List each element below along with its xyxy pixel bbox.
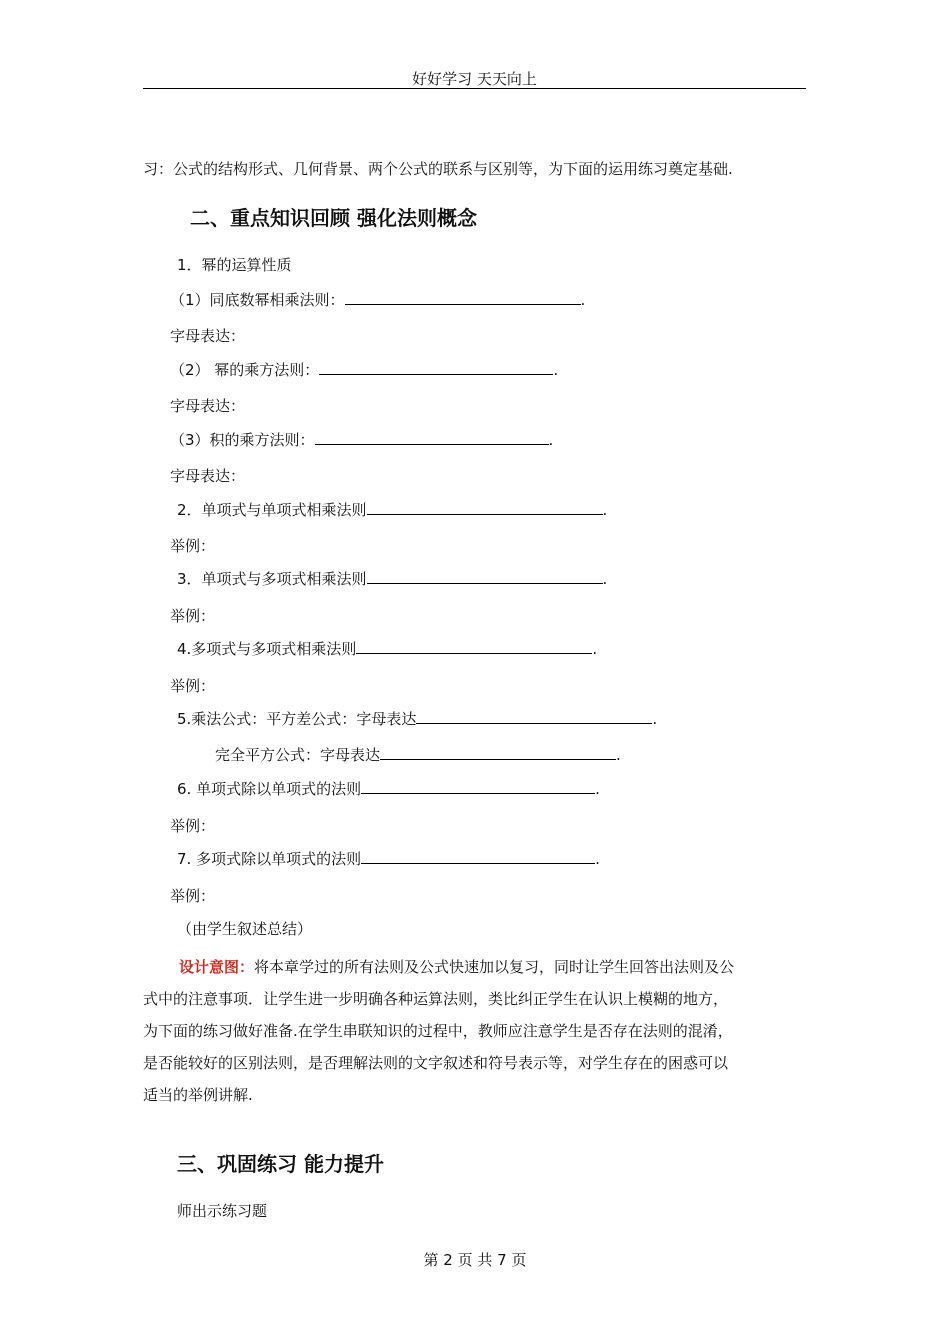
item-1a-label: （1）同底数幂相乘法则： <box>170 291 345 309</box>
item-5-label: 5.乘法公式：平方差公式：字母表达 <box>177 710 417 728</box>
item-1c-label: （3）积的乘方法则： <box>170 431 315 449</box>
summary-note: （由学生叙述总结） <box>177 920 313 938</box>
item-1a-row <box>170 289 585 310</box>
item-5b-label: 完全平方公式：字母表达 <box>215 746 381 764</box>
item-1-title: 1．幂的运算性质 <box>177 256 292 274</box>
letter-expression-label: 字母表达： <box>170 327 246 345</box>
period: . <box>592 640 598 658</box>
period: . <box>553 361 559 379</box>
item-1b-label: （2） 幂的乘方法则： <box>170 361 320 379</box>
page-footer: 第 2 页 共 7 页 <box>423 1251 527 1269</box>
letter-expression-label: 字母表达： <box>170 467 246 485</box>
answer-blank[interactable] <box>416 709 652 724</box>
item-4-row <box>177 638 597 659</box>
example-label: 举例： <box>170 607 216 625</box>
period: . <box>580 291 586 309</box>
period: . <box>602 570 608 588</box>
design-intent-line-4: 是否能较好的区别法则，是否理解法则的文字叙述和符号表示等，对学生存在的困惑可以 <box>143 1054 729 1072</box>
item-6-label: 6. 单项式除以单项式的法则 <box>177 780 362 798</box>
design-intent-line-3: 为下面的练习做好准备.在学生串联知识的过程中，教师应注意学生是否存在法则的混淆， <box>143 1022 733 1040</box>
example-label: 举例： <box>170 887 216 905</box>
item-5-row <box>177 708 657 729</box>
item-7-label: 7. 多项式除以单项式的法则 <box>177 850 362 868</box>
item-6-row <box>177 778 600 799</box>
answer-blank[interactable] <box>380 745 616 760</box>
answer-blank[interactable] <box>361 779 595 794</box>
answer-blank[interactable] <box>345 290 581 305</box>
teacher-exercise-line: 师出示练习题 <box>177 1202 268 1220</box>
design-intent-paragraph <box>143 951 806 1111</box>
answer-blank[interactable] <box>367 500 603 515</box>
design-intent-label: 设计意图： <box>179 958 255 976</box>
item-1c-row <box>170 429 553 450</box>
item-2-label: 2．单项式与单项式相乘法则 <box>177 501 367 519</box>
answer-blank[interactable] <box>356 639 592 654</box>
example-label: 举例： <box>170 677 216 695</box>
period: . <box>616 746 621 764</box>
section-2-title: 二、重点知识回顾 强化法则概念 <box>190 206 477 230</box>
item-4-label: 4.多项式与多项式相乘法则 <box>177 640 357 658</box>
section-3-title: 三、巩固练习 能力提升 <box>177 1152 384 1176</box>
answer-blank[interactable] <box>319 360 553 375</box>
answer-blank[interactable] <box>361 849 595 864</box>
page-header: 好好学习 天天向上 <box>412 70 537 88</box>
design-intent-line-5: 适当的举例讲解. <box>143 1086 253 1104</box>
intro-line: 习：公式的结构形式、几何背景、两个公式的联系与区别等，为下面的运用练习奠定基础. <box>143 160 733 178</box>
letter-expression-label: 字母表达： <box>170 397 246 415</box>
period: . <box>595 850 600 868</box>
item-5b-row <box>215 744 621 765</box>
period: . <box>652 710 658 728</box>
example-label: 举例： <box>170 817 216 835</box>
period: . <box>602 501 608 519</box>
item-3-label: 3．单项式与多项式相乘法则 <box>177 570 367 588</box>
answer-blank[interactable] <box>367 569 603 584</box>
item-2-row <box>177 499 607 520</box>
design-intent-text: 将本章学过的所有法则及公式快速加以复习，同时让学生回答出法则及公 <box>254 958 735 976</box>
example-label: 举例： <box>170 537 216 555</box>
period: . <box>548 431 554 449</box>
item-7-row <box>177 848 600 869</box>
header-rule <box>143 88 806 89</box>
design-intent-line-1 <box>143 951 806 983</box>
design-intent-line-2: 式中的注意事项．让学生进一步明确各种运算法则，类比纠正学生在认识上模糊的地方， <box>143 990 729 1008</box>
answer-blank[interactable] <box>315 430 549 445</box>
item-1b-row <box>170 359 558 380</box>
period: . <box>595 780 600 798</box>
item-3-row <box>177 568 607 589</box>
